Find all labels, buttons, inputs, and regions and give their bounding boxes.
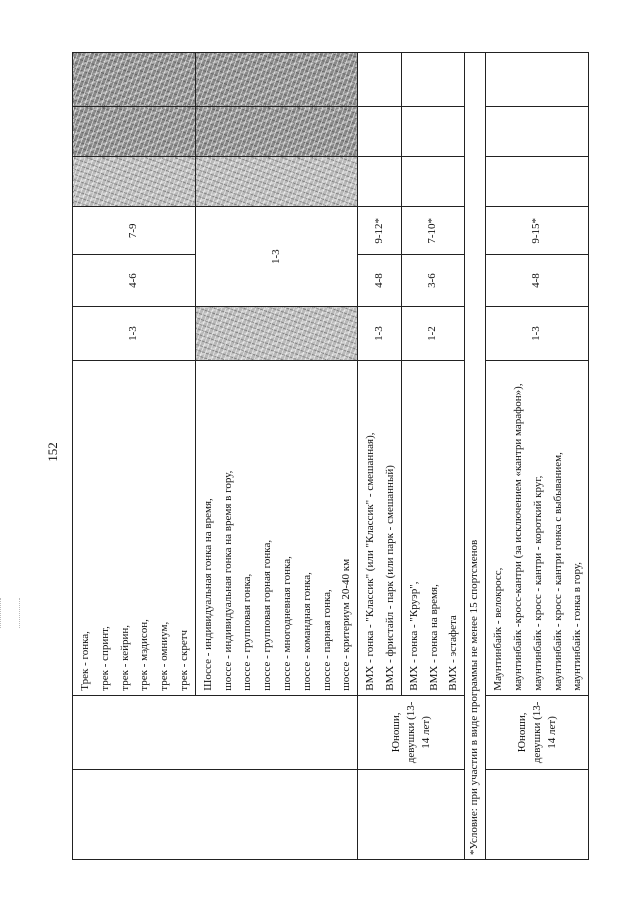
discipline-item: BMX - гонка - "Круэр", xyxy=(407,581,420,691)
discipline-item: трек - мэдисон, xyxy=(138,619,151,691)
place-cell: 9-12* xyxy=(358,207,402,255)
discipline-item: маунтинбайк -кросс-кантри (за исключением «кантри марафон»), xyxy=(511,383,524,691)
empty-cell xyxy=(486,106,589,156)
masked-cell xyxy=(195,157,357,207)
group-cell: Юноши, девушки (13-14 лет) xyxy=(358,695,465,769)
scan-artifact xyxy=(0,598,20,628)
empty-cell xyxy=(358,106,402,156)
empty-cell xyxy=(486,53,589,107)
table-row xyxy=(465,53,486,860)
table-row xyxy=(486,53,589,860)
disciplines-cell xyxy=(358,361,402,695)
place-cell: 4-6 xyxy=(73,255,196,307)
place-cell: 1-3 xyxy=(486,306,589,360)
discipline-item: Шоссе - индивидуальная гонка на время, xyxy=(201,498,214,691)
group-cell: Юноши, девушки (13-14 лет) xyxy=(486,695,589,769)
place-cell: 7-9 xyxy=(73,207,196,255)
discipline-item: трек - спринт, xyxy=(98,626,111,691)
place-cell: 1-3 xyxy=(195,207,357,307)
footnote-cell: *Условие: при участии в виде программы не менее 15 спортсменов xyxy=(465,53,486,860)
disciplines-cell xyxy=(73,361,196,695)
empty-cell xyxy=(486,770,589,860)
place-cell: 1-3 xyxy=(358,306,402,360)
discipline-item: BMX - фристайл - парк (или парк - смешанный) xyxy=(383,465,396,691)
disciplines-cell xyxy=(195,361,357,695)
ranking-table xyxy=(72,52,589,860)
empty-cell xyxy=(73,770,358,860)
place-cell: 3-6 xyxy=(401,255,464,307)
empty-cell xyxy=(486,157,589,207)
discipline-item: трек - кейрин, xyxy=(118,625,131,691)
discipline-item: шоссе - индивидуальная гонка на время в гору, xyxy=(221,470,234,691)
empty-cell xyxy=(358,157,402,207)
masked-cell xyxy=(195,53,357,107)
table-row xyxy=(73,53,196,860)
discipline-item: маунтинбайк - кросс - кантри гонка с выбыванием, xyxy=(551,452,564,691)
group-cell xyxy=(73,695,358,769)
masked-cell xyxy=(73,53,196,107)
place-cell: 7-10* xyxy=(401,207,464,255)
empty-cell xyxy=(358,770,465,860)
discipline-item: шоссе - групповая гонка, xyxy=(241,573,254,691)
empty-cell xyxy=(401,157,464,207)
discipline-item: трек - скретч xyxy=(177,629,190,691)
discipline-item: BMX - эстафета xyxy=(447,615,460,691)
place-cell: 4-8 xyxy=(358,255,402,307)
discipline-item: шоссе - групповая горная гонка, xyxy=(261,539,274,691)
discipline-item: шоссе - парная гонка, xyxy=(320,589,333,691)
place-cell: 1-2 xyxy=(401,306,464,360)
discipline-item: BMX - гонка на время, xyxy=(427,584,440,691)
discipline-item: шоссе - критериум 20-40 км xyxy=(340,558,353,691)
discipline-item: маунтинбайк - гонка в гору, xyxy=(571,562,584,691)
empty-cell xyxy=(401,53,464,107)
discipline-item: BMX - гонка - "Классик" (или "Классик" - смешанная), xyxy=(364,432,377,691)
masked-cell xyxy=(73,157,196,207)
discipline-item: маунтинбайк - кросс - кантри - короткий круг, xyxy=(531,475,544,691)
disciplines-cell xyxy=(486,361,589,695)
masked-cell xyxy=(73,106,196,156)
discipline-item: трек - омниум, xyxy=(158,621,171,691)
place-cell: 4-8 xyxy=(486,255,589,307)
place-cell: 9-15* xyxy=(486,207,589,255)
discipline-item: шоссе - командная гонка, xyxy=(300,572,313,691)
rotated-table-container xyxy=(72,52,588,860)
discipline-item: Трек - гонка, xyxy=(79,631,91,691)
table-row xyxy=(358,53,402,860)
discipline-item: Маунтинбайк - велокросс, xyxy=(492,567,505,691)
masked-cell xyxy=(195,106,357,156)
masked-cell xyxy=(195,306,357,360)
place-cell: 1-3 xyxy=(73,306,196,360)
empty-cell xyxy=(401,106,464,156)
empty-cell xyxy=(358,53,402,107)
disciplines-cell xyxy=(401,361,464,695)
discipline-item: шоссе - многодневная гонка, xyxy=(280,556,293,691)
